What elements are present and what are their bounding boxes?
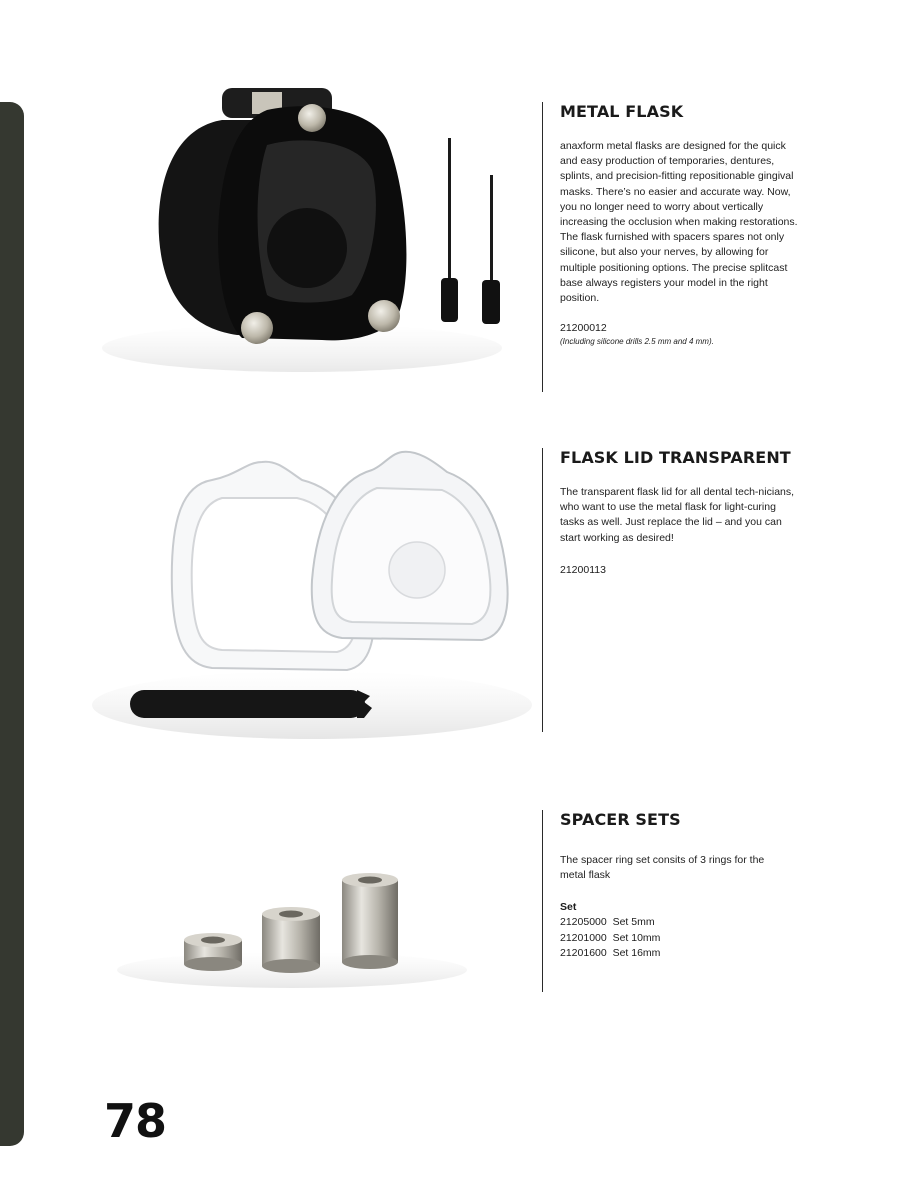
flask-lid-description: The transparent flask lid for all dental tech-nicians, who want to use the metal flask for light-curing tasks as well. Just replace the lid – and you can start working as desired! (560, 486, 795, 544)
spacer-sets-description: The spacer ring set consits of 3 rings for the metal flask (560, 854, 765, 882)
spacer-set-code: 21201600 (560, 947, 607, 960)
spacer-sets-section (542, 810, 800, 992)
metal-flask-section (542, 102, 800, 392)
spacer-set-code: 21201000 (560, 931, 607, 944)
spacer-set-row (560, 946, 800, 962)
page-number: 78 (104, 1094, 167, 1148)
spacer-set-label: Set 16mm (612, 947, 661, 960)
flask-lid-photo (72, 440, 534, 765)
spacer-set-code: 21205000 (560, 916, 607, 929)
chapter-side-tab (0, 102, 24, 1146)
spacer-set-row (560, 915, 800, 931)
spacer-set-row (560, 931, 800, 947)
spacer-set-label: Set 5mm (612, 916, 655, 929)
spacer-set-label: Set 10mm (612, 931, 661, 944)
metal-flask-photo (72, 80, 534, 390)
flask-lid-section (542, 448, 800, 732)
spacer-sets-label: Set (560, 901, 577, 914)
flask-lid-title: FLASK LID TRANSPARENT (560, 448, 791, 467)
spacer-sets-photo (72, 810, 534, 1060)
metal-flask-description: anaxform metal flasks are designed for the quick and easy production of temporaries, dentures, splints, and precision-fitting repositionable gingival masks. There’s no easier and accurate way. Now, you no longer need to worry about vertically increasing the occlusion when making restorations. The flask furnished with spacers spares not only silicone, but also your nerves, by allowing for multiple positioning options. The precise splitcast base always registers your model in the right position. (560, 140, 798, 305)
spacer-sets-title: SPACER SETS (560, 810, 681, 829)
metal-flask-article-number: 21200012 (560, 322, 607, 335)
flask-lid-article-number: 21200113 (560, 563, 606, 576)
metal-flask-title: METAL FLASK (560, 102, 684, 121)
metal-flask-note: (Including silicone drills 2.5 mm and 4 mm). (560, 337, 714, 347)
